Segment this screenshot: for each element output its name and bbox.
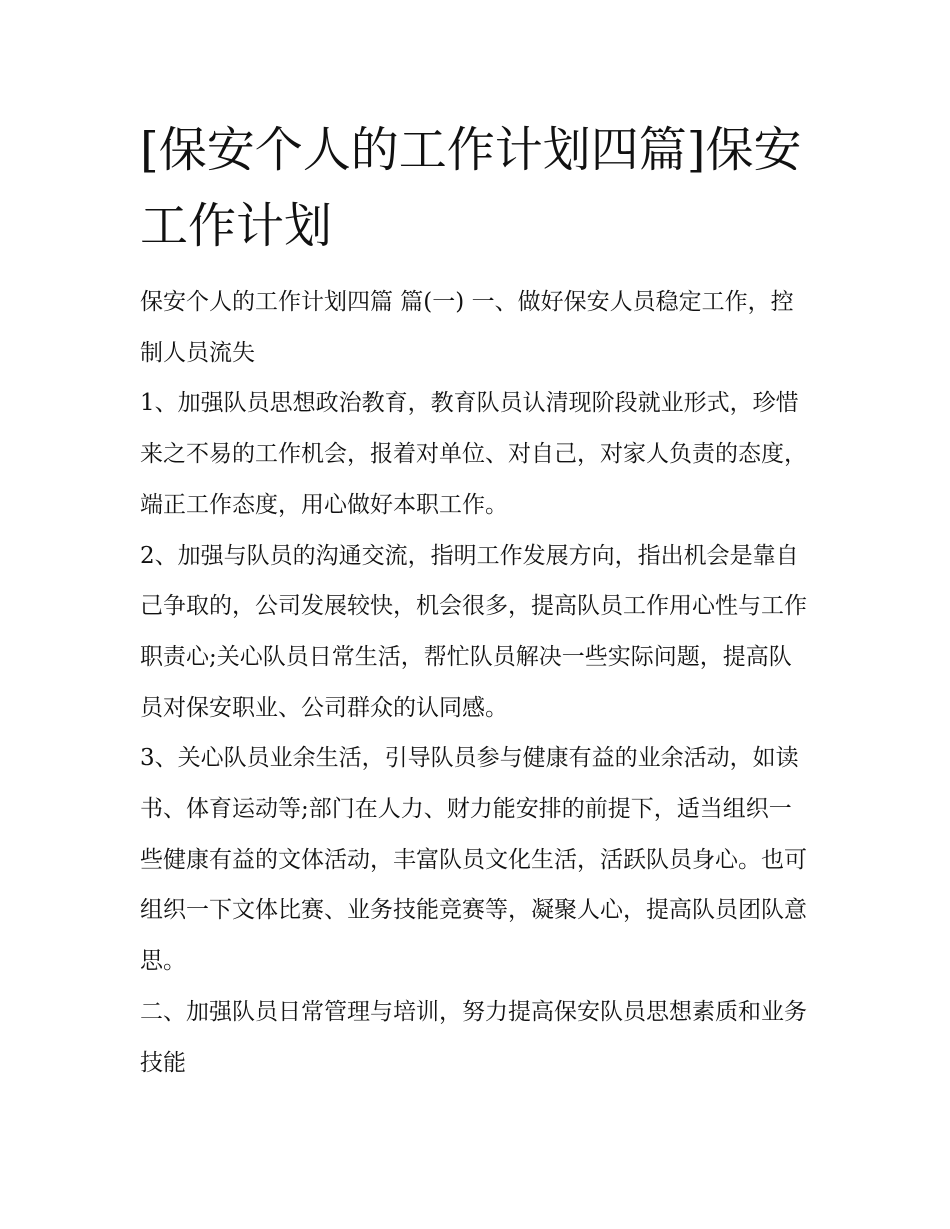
paragraph: 1、加强队员思想政治教育，教育队员认清现阶段就业形式，珍惜来之不易的工作机会，报着对单位、对自己，对家人负责的态度，端正工作态度，用心做好本职工作。 [140, 390, 807, 518]
paragraph: 3、关心队员业余生活，引导队员参与健康有益的业余活动，如读书、体育运动等;部门在人力、财力能安排的前提下，适当组织一些健康有益的文体活动，丰富队员文化生活，活跃队员身心。也可组织一下文体比赛、业务技能竞赛等，凝聚人心，提高队员团队意思。 [140, 745, 807, 975]
paragraph: 保安个人的工作计划四篇 篇(一) 一、做好保安人员稳定工作，控制人员流失 [140, 289, 794, 366]
document-body [140, 277, 812, 1088]
document-title: [保安个人的工作计划四篇]保安工作计划 [140, 122, 802, 254]
paragraph: 2、加强与队员的沟通交流，指明工作发展方向，指出机会是靠自己争取的，公司发展较快，机会很多，提高队员工作用心性与工作职责心;关心队员日常生活，帮忙队员解决一些实际问题，提高队员对保安职业、公司群众的认同感。 [140, 542, 807, 721]
paragraph: 二、加强队员日常管理与培训，努力提高保安队员思想素质和业务技能 [140, 998, 807, 1076]
